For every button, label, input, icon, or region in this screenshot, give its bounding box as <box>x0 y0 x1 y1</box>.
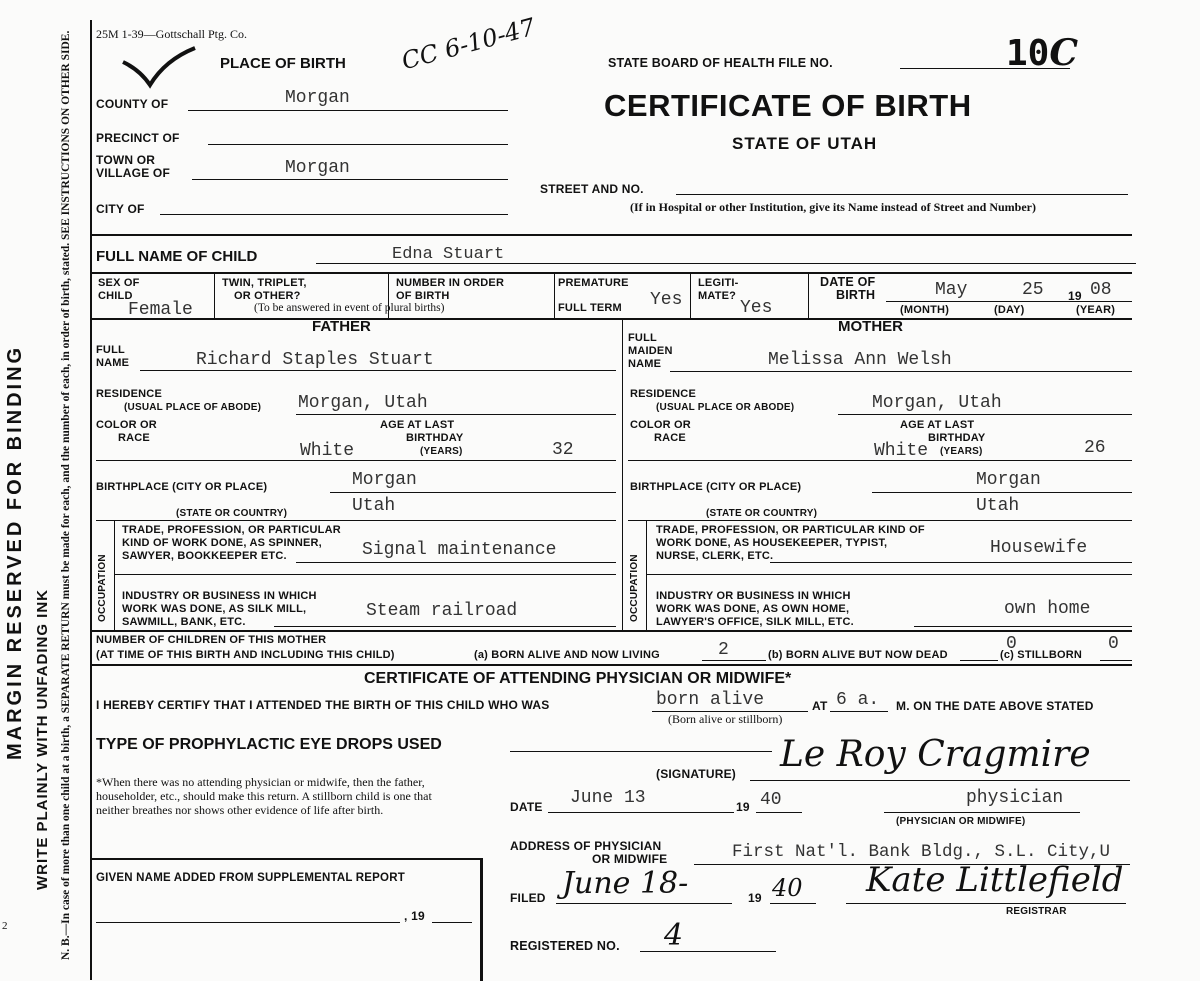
eye-drops-label: TYPE OF PROPHYLACTIC EYE DROPS USED <box>96 736 442 753</box>
margin-rule <box>90 20 92 980</box>
dead-label: (b) BORN ALIVE BUT NOW DEAD <box>768 649 948 661</box>
father-residence-value: Morgan, Utah <box>298 393 428 413</box>
file-no-suffix: C <box>1049 32 1079 74</box>
m-label: M. ON THE DATE ABOVE STATED <box>896 699 1094 713</box>
mother-trade-label-3: NURSE, CLERK, ETC. <box>656 550 774 562</box>
mother-occupation-side: OCCUPATION <box>629 554 640 622</box>
order-label-2: OF BIRTH <box>396 290 450 302</box>
mother-color-label-2: RACE <box>654 432 686 444</box>
mother-age-value: 26 <box>1084 438 1106 458</box>
month-caption: (MONTH) <box>900 304 950 316</box>
day-caption: (DAY) <box>994 304 1025 316</box>
full-term-value: Yes <box>650 290 683 310</box>
father-name-value: Richard Staples Stuart <box>196 350 434 370</box>
stillborn-label: (c) STILLBORN <box>1000 649 1083 661</box>
mother-birthplace-city: Morgan <box>976 470 1041 490</box>
legitimate-label-2: MATE? <box>698 290 737 302</box>
town-label-2: VILLAGE OF <box>96 166 170 180</box>
check-mark <box>120 40 200 90</box>
state-subtitle: STATE OF UTAH <box>732 134 878 153</box>
sex-value: Female <box>128 300 193 320</box>
plural-birth-instruction: N. B.—In case of more than one child at a birth, a SEPARATE RETURN must be made for each, and the number of each, in order of birth, stated. SEE INSTRUCTIONS ON OTHER SIDE. <box>60 30 72 960</box>
signature-label: (SIGNATURE) <box>656 767 736 781</box>
dob-month: May <box>935 280 968 300</box>
child-name-label: FULL NAME OF CHILD <box>96 248 258 265</box>
address-label-2: OR MIDWIFE <box>592 852 668 866</box>
mother-industry-label-2: WORK WAS DONE, AS OWN HOME, <box>656 603 850 615</box>
dob-label-2: BIRTH <box>836 288 876 302</box>
dob-year-prefix: 19 <box>1068 289 1082 303</box>
filed-date: June 18- <box>562 866 689 901</box>
mother-residence-value: Morgan, Utah <box>872 393 1002 413</box>
role-value: physician <box>966 788 1064 808</box>
father-age-value: 32 <box>552 440 574 460</box>
child-name-value: Edna Stuart <box>392 245 505 264</box>
mother-residence-sub: (USUAL PLACE OR ABODE) <box>656 402 795 413</box>
plural-births-note: (To be answered in event of plural births) <box>254 302 445 314</box>
certify-text: I HEREBY CERTIFY THAT I ATTENDED THE BIRTH OF THIS CHILD WHO WAS <box>96 698 550 712</box>
mother-name-value: Melissa Ann Welsh <box>768 350 952 370</box>
father-heading: FATHER <box>312 318 371 335</box>
mother-age-label-2: BIRTHDAY <box>928 432 986 444</box>
father-birthplace-label: BIRTHPLACE (CITY OR PLACE) <box>96 481 268 493</box>
father-state-label: (STATE OR COUNTRY) <box>176 508 288 519</box>
registered-no-label: REGISTERED NO. <box>510 939 620 953</box>
filed-year: 40 <box>772 874 803 902</box>
registrar-label: REGISTRAR <box>1006 906 1067 917</box>
father-occupation-side: OCCUPATION <box>97 554 108 622</box>
premature-label: PREMATURE <box>558 277 629 289</box>
mother-color-value: White <box>874 441 929 461</box>
legitimate-value: Yes <box>740 298 773 318</box>
mother-birthplace-label: BIRTHPLACE (CITY OR PLACE) <box>630 481 802 493</box>
mother-age-label-3: (YEARS) <box>940 446 983 457</box>
living-value: 2 <box>718 640 729 660</box>
mother-heading: MOTHER <box>838 318 903 335</box>
binding-margin-text: MARGIN RESERVED FOR BINDING <box>4 344 26 760</box>
registrar-signature: Kate Littlefield <box>866 860 1124 900</box>
file-no-label: STATE BOARD OF HEALTH FILE NO. <box>608 56 833 70</box>
father-trade-label-2: KIND OF WORK DONE, AS SPINNER, <box>122 537 322 549</box>
mother-name-label-3: NAME <box>628 358 662 370</box>
father-trade-value: Signal maintenance <box>362 540 557 560</box>
children-label-2: (AT TIME OF THIS BIRTH AND INCLUDING THIS CHILD) <box>96 649 395 661</box>
county-value: Morgan <box>285 88 350 108</box>
mother-industry-label-3: LAWYER'S OFFICE, SILK MILL, ETC. <box>656 616 854 628</box>
children-label-1: NUMBER OF CHILDREN OF THIS MOTHER <box>96 634 327 646</box>
born-status-value: born alive <box>656 690 765 710</box>
place-of-birth-heading: PLACE OF BIRTH <box>220 55 346 72</box>
father-name-label-1: FULL <box>96 344 125 356</box>
physician-footnote: *When there was no attending physician or midwife, then the father, householder, etc., should make this return. A stillborn child is one that neither breathes nor shows other evidence of life after birth. <box>96 775 432 817</box>
father-trade-label-1: TRADE, PROFESSION, OR PARTICULAR <box>122 524 341 536</box>
father-residence-label: RESIDENCE <box>96 388 162 400</box>
mother-age-label-1: AGE AT LAST <box>900 419 975 431</box>
stillborn-value: 0 <box>1108 634 1119 654</box>
margin-edge-number: 2 <box>2 920 8 932</box>
dob-label-1: DATE OF <box>820 275 876 289</box>
date-year-prefix: 19 <box>736 800 750 814</box>
twin-label-2: OR OTHER? <box>234 290 301 302</box>
dead-value: 0 <box>1006 634 1017 654</box>
mother-birthplace-state: Utah <box>976 496 1020 516</box>
father-industry-label-3: SAWMILL, BANK, ETC. <box>122 616 246 628</box>
mother-trade-label-1: TRADE, PROFESSION, OR PARTICULAR KIND OF <box>656 524 925 536</box>
supplemental-label: GIVEN NAME ADDED FROM SUPPLEMENTAL REPORT <box>96 872 405 884</box>
living-label: (a) BORN ALIVE AND NOW LIVING <box>474 649 660 661</box>
father-age-label-1: AGE AT LAST <box>380 419 455 431</box>
role-caption: (PHYSICIAN OR MIDWIFE) <box>896 816 1026 827</box>
filed-label: FILED <box>510 891 546 905</box>
father-age-label-2: BIRTHDAY <box>406 432 464 444</box>
sex-label-1: SEX OF <box>98 277 140 289</box>
registered-no-value: 4 <box>664 918 684 953</box>
father-industry-value: Steam railroad <box>366 601 518 621</box>
mother-trade-value: Housewife <box>990 538 1088 558</box>
town-label-1: TOWN OR <box>96 153 156 167</box>
date-month-day: June 13 <box>570 788 646 808</box>
town-value: Morgan <box>285 158 350 178</box>
address-value: First Nat'l. Bank Bldg., S.L. City,U <box>732 842 1111 862</box>
father-birthplace-city: Morgan <box>352 470 417 490</box>
father-color-value: White <box>300 441 355 461</box>
father-industry-label-1: INDUSTRY OR BUSINESS IN WHICH <box>122 590 317 602</box>
write-plainly-text: WRITE PLAINLY WITH UNFADING INK <box>34 589 51 890</box>
street-label: STREET AND NO. <box>540 182 644 196</box>
father-color-label-2: RACE <box>118 432 150 444</box>
physician-signature: Le Roy Cragmire <box>780 734 1091 775</box>
father-birthplace-state: Utah <box>352 496 396 516</box>
supplemental-year-prefix: , 19 <box>404 909 425 923</box>
dob-day: 25 <box>1022 280 1044 300</box>
father-color-label-1: COLOR OR <box>96 419 157 431</box>
date-year: 40 <box>760 790 782 810</box>
cc-annotation: CC 6-10-47 <box>398 12 539 76</box>
mother-name-label-2: MAIDEN <box>628 345 673 357</box>
address-label-1: ADDRESS OF PHYSICIAN <box>510 839 662 853</box>
at-label: AT <box>812 699 828 713</box>
father-trade-label-3: SAWYER, BOOKKEEPER ETC. <box>122 550 287 562</box>
street-note: (If in Hospital or other Institution, give its Name instead of Street and Number) <box>630 200 1036 214</box>
mother-name-label-1: FULL <box>628 332 657 344</box>
twin-label-1: TWIN, TRIPLET, <box>222 277 307 289</box>
born-status-note: (Born alive or stillborn) <box>668 712 783 726</box>
certificate-title: CERTIFICATE OF BIRTH <box>604 88 972 123</box>
county-label: COUNTY OF <box>96 97 169 111</box>
father-industry-label-2: WORK WAS DONE, AS SILK MILL, <box>122 603 307 615</box>
birth-time-value: 6 a. <box>836 690 880 710</box>
order-label-1: NUMBER IN ORDER <box>396 277 505 289</box>
file-no-number: 10 <box>1006 33 1050 74</box>
mother-industry-value: own home <box>1004 599 1091 619</box>
dob-year: 08 <box>1090 280 1112 300</box>
mother-residence-label: RESIDENCE <box>630 388 696 400</box>
city-label: CITY OF <box>96 202 145 216</box>
year-caption: (YEAR) <box>1076 304 1116 316</box>
mother-color-label-1: COLOR OR <box>630 419 691 431</box>
filed-year-prefix: 19 <box>748 891 762 905</box>
mother-industry-label-1: INDUSTRY OR BUSINESS IN WHICH <box>656 590 851 602</box>
mother-state-label: (STATE OR COUNTRY) <box>706 508 818 519</box>
physician-heading: CERTIFICATE OF ATTENDING PHYSICIAN OR MIDWIFE* <box>364 670 792 687</box>
printer-credit: 25M 1-39—Gottschall Ptg. Co. <box>96 27 248 41</box>
date-label: DATE <box>510 800 543 814</box>
mother-trade-label-2: WORK DONE, AS HOUSEKEEPER, TYPIST, <box>656 537 888 549</box>
father-age-label-3: (YEARS) <box>420 446 463 457</box>
sex-label-2: CHILD <box>98 290 133 302</box>
father-name-label-2: NAME <box>96 357 130 369</box>
precinct-label: PRECINCT OF <box>96 131 180 145</box>
legitimate-label-1: LEGITI- <box>698 277 739 289</box>
file-no-value <box>1006 32 1078 74</box>
full-term-label: FULL TERM <box>558 302 622 314</box>
father-residence-sub: (USUAL PLACE OF ABODE) <box>124 402 262 413</box>
